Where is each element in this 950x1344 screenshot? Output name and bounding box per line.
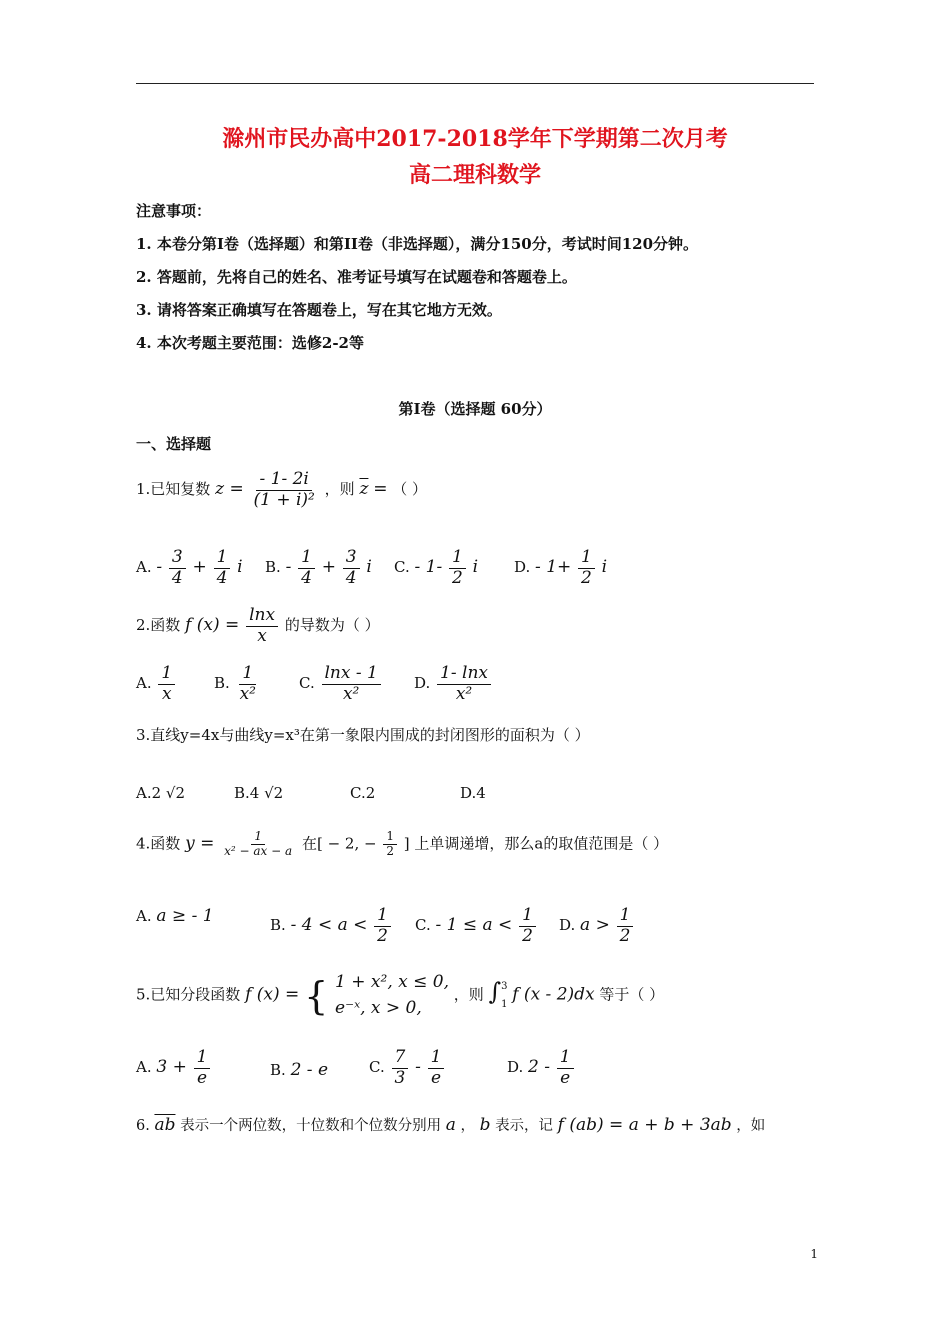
q1-option-a-sign: - (156, 557, 163, 578)
notes-heading: 注意事项： (136, 202, 212, 220)
q2-option-a-num: 1 (158, 664, 175, 685)
q5-option-d-frac (557, 1048, 574, 1088)
question-6 (136, 1114, 765, 1135)
page-number: 1 (810, 1247, 818, 1261)
q1-option-d-fn: 1 (578, 548, 595, 569)
exam-title: 滁州市民办高中2017-2018学年下学期第二次月考 (222, 126, 728, 152)
q5-option-d (507, 1048, 576, 1088)
q2-fraction (246, 606, 278, 646)
q5-option-d-fn: 1 (557, 1048, 574, 1069)
q4-option-a (136, 906, 214, 926)
q4-option-d-fn: 1 (617, 906, 634, 927)
q5-option-c-f2n: 1 (428, 1048, 445, 1069)
q1-option-b (265, 548, 372, 588)
q1-option-d-tail: i (601, 557, 608, 578)
q5-integral-sign: ∫ (488, 977, 502, 1006)
q5-option-a-fd: e (197, 1067, 208, 1088)
q1-fraction (250, 470, 317, 510)
q1-denominator: (1 + i)² (253, 489, 315, 510)
q1-option-b-op: + (321, 557, 336, 578)
q5-option-c-op: - (415, 1057, 421, 1078)
q1-zbar: $\overline{z}$ (359, 479, 369, 500)
q2-prefix: 2.函数 (136, 616, 181, 635)
q5-option-d-fd: e (560, 1067, 571, 1088)
q4-option-c-label: C. (415, 916, 431, 935)
q3-option-b: B.4 √2 (234, 784, 284, 802)
q6-ab: $\overline{ab}$ (154, 1115, 176, 1135)
q4-option-d-label: D. (559, 916, 576, 935)
q5-option-a (136, 1048, 212, 1088)
q1-option-c-label: C. (394, 558, 410, 577)
q2-option-c (299, 664, 383, 704)
q6-a: a (445, 1115, 456, 1135)
q1-option-a-label: A. (136, 558, 152, 577)
q4-option-c (415, 906, 538, 946)
q6-text-3: ，如 (736, 1118, 766, 1134)
q4-option-c-fn: 1 (519, 906, 536, 927)
q5-integral-lower: 1 (501, 998, 508, 1010)
q1-option-a-frac1 (169, 548, 186, 588)
note-item-2: 2. 答题前，先将自己的姓名、准考证号填写在试题卷和答题卷上。 (136, 268, 577, 286)
q2-option-d-label: D. (414, 674, 431, 693)
q5-option-d-expr: 2 - (528, 1057, 551, 1078)
q6-fab: f (ab) = a + b + 3ab (557, 1115, 732, 1135)
q4-option-c-frac (519, 906, 536, 946)
q1-prefix: 1.已知复数 (136, 480, 211, 499)
q4-interval-fn: 1 (383, 830, 397, 845)
q4-option-b (270, 906, 393, 946)
q5-case-1: 1 + x², x ≤ 0, (335, 972, 449, 992)
q5-option-c-frac2 (428, 1048, 445, 1088)
q5-option-c-frac1 (392, 1048, 409, 1088)
q2-option-d-frac (437, 664, 491, 704)
q2-numerator: lnx (246, 606, 278, 627)
q1-z: z = (215, 479, 244, 500)
q1-option-b-f1d: 4 (301, 567, 312, 588)
q4-option-d-fd: 2 (619, 925, 631, 946)
q2-option-c-num: lnx - 1 (322, 664, 381, 685)
q2-option-d (414, 664, 493, 704)
q5-option-a-expr: 3 + (156, 1057, 187, 1078)
q5-f: f (x) = (245, 984, 300, 1005)
q6-text-2: 表示，记 (495, 1118, 554, 1134)
q4-option-b-fn: 1 (374, 906, 391, 927)
q6-b: b (479, 1115, 491, 1135)
q1-option-d-sign: - 1+ (535, 557, 572, 578)
q1-option-c-tail: i (472, 557, 479, 578)
q2-option-a-den: x (162, 683, 172, 704)
q4-fraction (221, 830, 295, 859)
q1-numerator: - 1- 2i (256, 470, 311, 491)
q1-option-a-frac2 (214, 548, 231, 588)
q1-option-d-label: D. (514, 558, 531, 577)
q2-option-c-frac (322, 664, 381, 704)
q4-suffix: 上单调递增，那么a的取值范围是（ ） (414, 834, 669, 853)
q2-option-a-label: A. (136, 674, 152, 693)
q5-cases (335, 970, 449, 1021)
q4-option-b-fd: 2 (377, 925, 388, 946)
q5-option-d-label: D. (507, 1058, 524, 1077)
q5-case-2: e⁻ˣ, x > 0, (335, 997, 422, 1018)
q2-suffix: 的导数为（ ） (284, 616, 380, 635)
q4-option-d-expr: a > (580, 915, 610, 936)
q1-option-a-f1n: 3 (169, 548, 186, 569)
note-item-1: 1. 本卷分第I卷（选择题）和第II卷（非选择题），满分150分，考试时间120分钟。 (136, 235, 699, 253)
note-item-3: 3. 请将答案正确填写在答题卷上，写在其它地方无效。 (136, 301, 502, 319)
q2-option-b-den: x² (239, 683, 256, 704)
q4-interval-start: 在[ − 2, − (301, 834, 377, 853)
q1-option-b-label: B. (265, 558, 281, 577)
q1-option-c-fn: 1 (449, 548, 466, 569)
q1-option-a-f1d: 4 (171, 567, 183, 588)
q5-integrand: f (x - 2)dx (512, 984, 595, 1005)
q1-option-d (514, 548, 607, 588)
q4-interval-close: ] (403, 834, 410, 853)
q4-option-d (559, 906, 635, 946)
q5-option-a-label: A. (136, 1058, 152, 1077)
q2-option-b-num: 1 (239, 664, 256, 685)
q5-option-a-fn: 1 (194, 1048, 211, 1069)
exam-subtitle: 高二理科数学 (408, 162, 541, 188)
q1-option-b-sign: - (285, 557, 292, 578)
q1-option-b-frac2 (343, 548, 360, 588)
q5-suffix: 等于（ ） (599, 985, 665, 1004)
q4-option-b-label: B. (270, 916, 286, 935)
q5-option-c (369, 1048, 446, 1088)
q1-option-c-fd: 2 (452, 567, 463, 588)
q1-paren: （ ） (392, 480, 428, 499)
q4-option-d-frac (617, 906, 634, 946)
section-title: 第I卷（选择题 60分） (398, 400, 552, 418)
q4-option-c-fd: 2 (522, 925, 533, 946)
q4-option-a-label: A. (136, 907, 152, 925)
q1-eq: = (373, 479, 388, 500)
q1-option-b-f1n: 1 (298, 548, 315, 569)
q2-option-d-num: 1- lnx (437, 664, 491, 685)
q2-option-a-frac (158, 664, 175, 704)
q2-denominator: x (257, 625, 267, 646)
q5-option-c-f1n: 7 (392, 1048, 409, 1069)
q6-comma: ， (460, 1118, 475, 1134)
question-4 (136, 830, 668, 859)
q1-option-a-f2n: 1 (214, 548, 231, 569)
q2-option-a (136, 664, 177, 704)
q1-option-d-frac (578, 548, 595, 588)
q5-option-c-f2d: e (431, 1067, 442, 1088)
q5-option-c-f1d: 3 (394, 1067, 406, 1088)
q4-interval-frac (383, 830, 397, 859)
q1-option-c-frac (449, 548, 466, 588)
q2-option-d-den: x² (455, 683, 473, 704)
q2-option-c-label: C. (299, 674, 315, 693)
q4-option-c-expr: - 1 ≤ a < (435, 915, 513, 936)
part-heading: 一、选择题 (136, 435, 212, 453)
question-5 (136, 970, 664, 1021)
q1-option-c-sign: - 1- (414, 557, 443, 578)
q5-option-b-expr: 2 - e (290, 1060, 329, 1080)
q2-option-b (214, 664, 261, 704)
question-2 (136, 606, 380, 646)
q5-prefix: 5.已知分段函数 (136, 985, 241, 1004)
q4-y: y = (185, 833, 215, 854)
q5-option-c-label: C. (369, 1058, 385, 1077)
q4-denominator: x² − ax − a (224, 843, 293, 858)
top-rule (136, 83, 814, 84)
q1-mid: ，则 (324, 480, 355, 499)
q1-option-b-f2n: 3 (343, 548, 360, 569)
q5-mid: ，则 (453, 985, 484, 1004)
q2-option-b-frac (237, 664, 259, 704)
q4-interval-fd: 2 (386, 843, 394, 858)
question-1 (136, 470, 427, 510)
q4-prefix: 4.函数 (136, 834, 181, 853)
q4-option-a-expr: a ≥ - 1 (156, 906, 214, 926)
q5-option-a-frac (194, 1048, 211, 1088)
q1-option-b-tail: i (366, 557, 372, 578)
q1-option-a-op: + (192, 557, 207, 578)
q4-option-b-frac (374, 906, 391, 946)
q6-number: 6. (136, 1118, 150, 1134)
q3-option-a: A.2 √2 (136, 784, 186, 802)
q4-option-b-expr: - 4 < a < (290, 915, 368, 936)
q1-option-c (394, 548, 478, 588)
q5-option-b (270, 1060, 328, 1080)
q2-option-c-den: x² (342, 683, 360, 704)
q1-option-b-frac1 (298, 548, 315, 588)
q6-text-1: 表示一个两位数，十位数和个位数分别用 (180, 1118, 442, 1134)
q1-option-a-tail: i (237, 557, 243, 578)
q1-option-d-fd: 2 (581, 567, 592, 588)
q5-option-b-label: B. (270, 1061, 286, 1079)
q3-option-d: D.4 (460, 784, 486, 802)
q2-f: f (x) = (185, 615, 240, 636)
q3-option-c: C.2 (350, 784, 376, 802)
q5-brace: { (304, 973, 329, 1018)
q1-option-a-f2d: 4 (216, 567, 228, 588)
q4-numerator: 1 (251, 830, 265, 845)
note-item-4: 4. 本次考题主要范围：选修2-2等 (136, 334, 364, 352)
q1-option-a (136, 548, 243, 588)
question-3: 3.直线y=4x与曲线y=x³在第一象限内围成的封闭图形的面积为（ ） (136, 726, 590, 744)
q2-option-b-label: B. (214, 674, 230, 693)
q1-option-b-f2d: 4 (345, 567, 357, 588)
q5-integral-upper: 3 (501, 980, 508, 992)
